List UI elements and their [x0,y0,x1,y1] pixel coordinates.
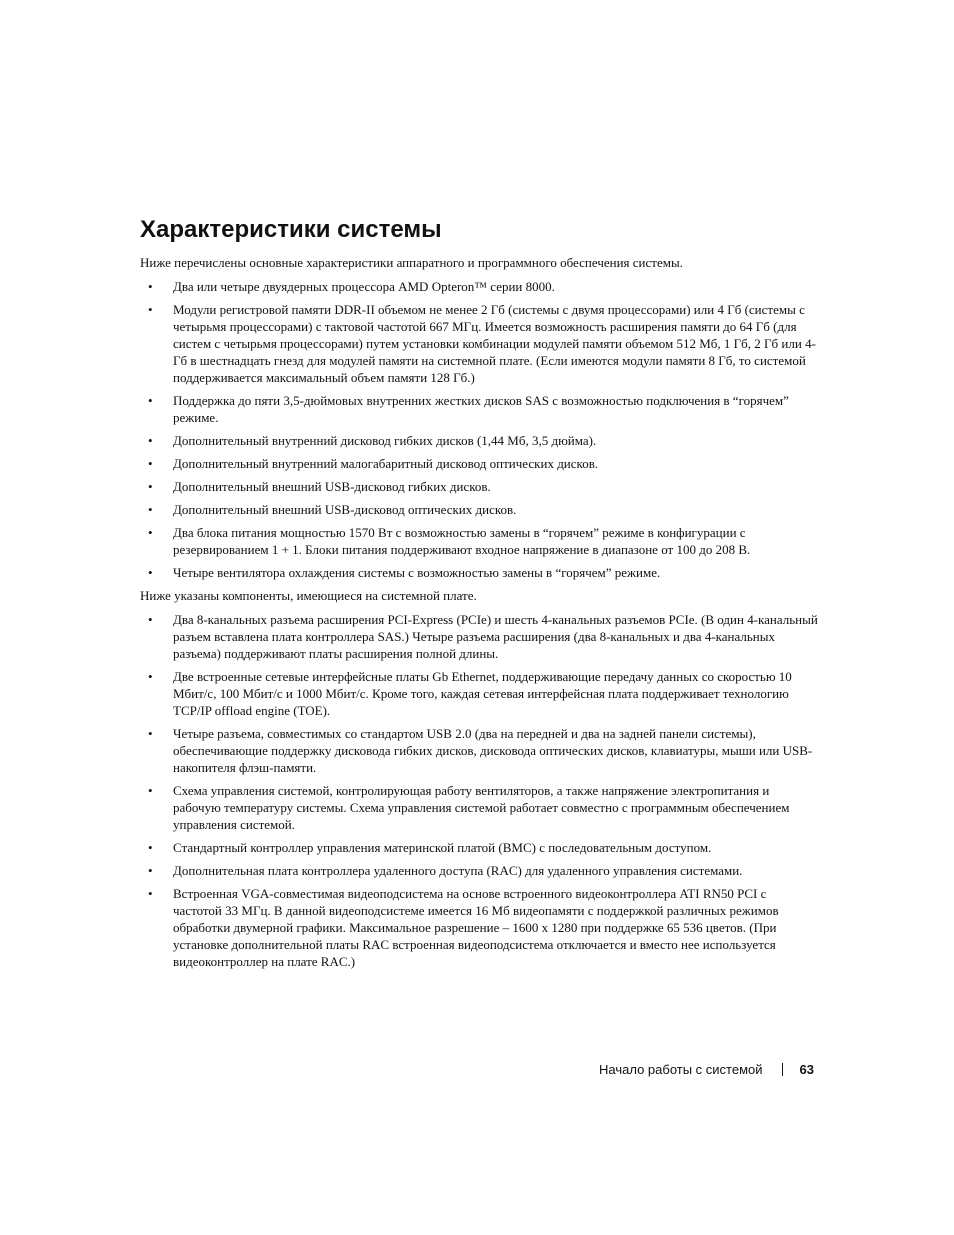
bullet-icon: • [148,302,153,317]
document-body [140,254,818,976]
feature-text: Модули регистровой памяти DDR-II объемом не менее 2 Гб (системы с двумя процессорами) или 4 Гб (системы с четырьмя процессорами) с тактовой частотой 667 МГц. Имеется возможность расширения памяти до 64 Гб (для систем с четырьмя процессорами) путем установки комбинации модулей памяти объемом 512 Мб, 1 Гб, 2 Гб или 4-Гб в шестнадцать гнезд для модулей памяти на системной плате. (Если имеются модули памяти 8 Гб, то системой поддерживается максимальный объем памяти 128 Гб.) [173,302,816,385]
board-component-text: Стандартный контроллер управления материнской платой (BMC) с последовательным доступом. [173,840,712,855]
page-title: Характеристики системы [140,216,442,243]
bullet-icon: • [148,279,153,294]
bullet-icon: • [148,502,153,517]
page-footer [0,1061,814,1079]
board-component-item [140,839,818,856]
feature-item [140,301,818,386]
board-component-item [140,862,818,879]
board-component-item [140,885,818,970]
board-components-list [140,611,818,970]
page-number: 63 [799,1062,814,1077]
board-intro-paragraph: Ниже указаны компоненты, имеющиеся на системной плате. [140,588,477,603]
bullet-icon: • [148,886,153,901]
feature-item [140,432,818,449]
board-component-text: Дополнительная плата контроллера удаленного доступа (RAC) для удаленного управления системами. [173,863,743,878]
bullet-icon: • [148,669,153,684]
feature-item [140,564,818,581]
footer-section-title: Начало работы с системой [599,1062,763,1077]
feature-text: Дополнительный внутренний дисковод гибких дисков (1,44 Мб, 3,5 дюйма). [173,433,597,448]
board-component-item [140,611,818,662]
board-component-text: Четыре разъема, совместимых со стандартом USB 2.0 (два на передней и два на задней панели системы), обеспечивающие поддержку дисковода гибких дисков, дисковода оптических дисков, клавиатуры, мыши или USB-накопителя флэш-памяти. [173,726,813,775]
footer-separator [782,1063,783,1076]
bullet-icon: • [148,863,153,878]
board-component-text: Схема управления системой, контролирующая работу вентиляторов, а также напряжение электропитания и рабочую температуру системы. Схема управления системой работает совместно с программным обеспечением управления системой. [173,783,790,832]
bullet-icon: • [148,726,153,741]
feature-text: Дополнительный внутренний малогабаритный дисковод оптических дисков. [173,456,599,471]
bullet-icon: • [148,456,153,471]
feature-text: Четыре вентилятора охлаждения системы с возможностью замены в “горячем” режиме. [173,565,661,580]
feature-item [140,478,818,495]
feature-text: Два блока питания мощностью 1570 Вт с возможностью замены в “горячем” режиме в конфигурации с резервированием 1 + 1. Блоки питания поддерживают входное напряжение в диапазоне от 100 до 208 В. [173,525,751,557]
bullet-icon: • [148,393,153,408]
board-component-text: Две встроенные сетевые интерфейсные платы Gb Ethernet, поддерживающие передачу данных со скоростью 10 Мбит/с, 100 Мбит/с и 1000 Мбит/с. Кроме того, каждая сетевая интерфейсная плата поддерживает технологию TCP/IP offload engine (TOE). [173,669,792,718]
feature-item [140,524,818,558]
bullet-icon: • [148,565,153,580]
bullet-icon: • [148,479,153,494]
bullet-icon: • [148,840,153,855]
bullet-icon: • [148,433,153,448]
board-component-text: Встроенная VGA-совместимая видеоподсистема на основе встроенного видеоконтроллера ATI RN50 PCI с частотой 33 МГц. В данной видеоподсистеме имеется 16 Мб видеопамяти с поддержкой различных режимов обработки двумерной графики. Максимальное разрешение – 1600 x 1280 при поддержке 65 536 цветов. (При установке дополнительной платы RAC встроенная видеоподсистема отключается и вместо нее используется видеоконтроллер на плате RAC.) [173,886,779,969]
feature-text: Поддержка до пяти 3,5-дюймовых внутренних жестких дисков SAS с возможностью подключения в “горячем” режиме. [173,393,789,425]
feature-text: Дополнительный внешний USB-дисковод оптических дисков. [173,502,517,517]
board-component-item [140,668,818,719]
feature-item [140,278,818,295]
feature-text: Дополнительный внешний USB-дисковод гибких дисков. [173,479,491,494]
intro-paragraph: Ниже перечислены основные характеристики аппаратного и программного обеспечения системы. [140,255,683,270]
features-list [140,278,818,581]
board-component-text: Два 8-канальных разъема расширения PCI-Express (PCIe) и шесть 4-канальных разъемов PCIe. (В один 4-канальный разъем вставлена плата контроллера SAS.) Четыре разъема расширения (два 8-канальных и два 4-канальных разъема) поддерживают платы расширения полной длины. [173,612,818,661]
feature-item [140,392,818,426]
board-component-item [140,725,818,776]
board-component-item [140,782,818,833]
feature-item [140,501,818,518]
feature-text: Два или четыре двуядерных процессора AMD Opteron™ серии 8000. [173,279,555,294]
bullet-icon: • [148,612,153,627]
bullet-icon: • [148,783,153,798]
feature-item [140,455,818,472]
bullet-icon: • [148,525,153,540]
